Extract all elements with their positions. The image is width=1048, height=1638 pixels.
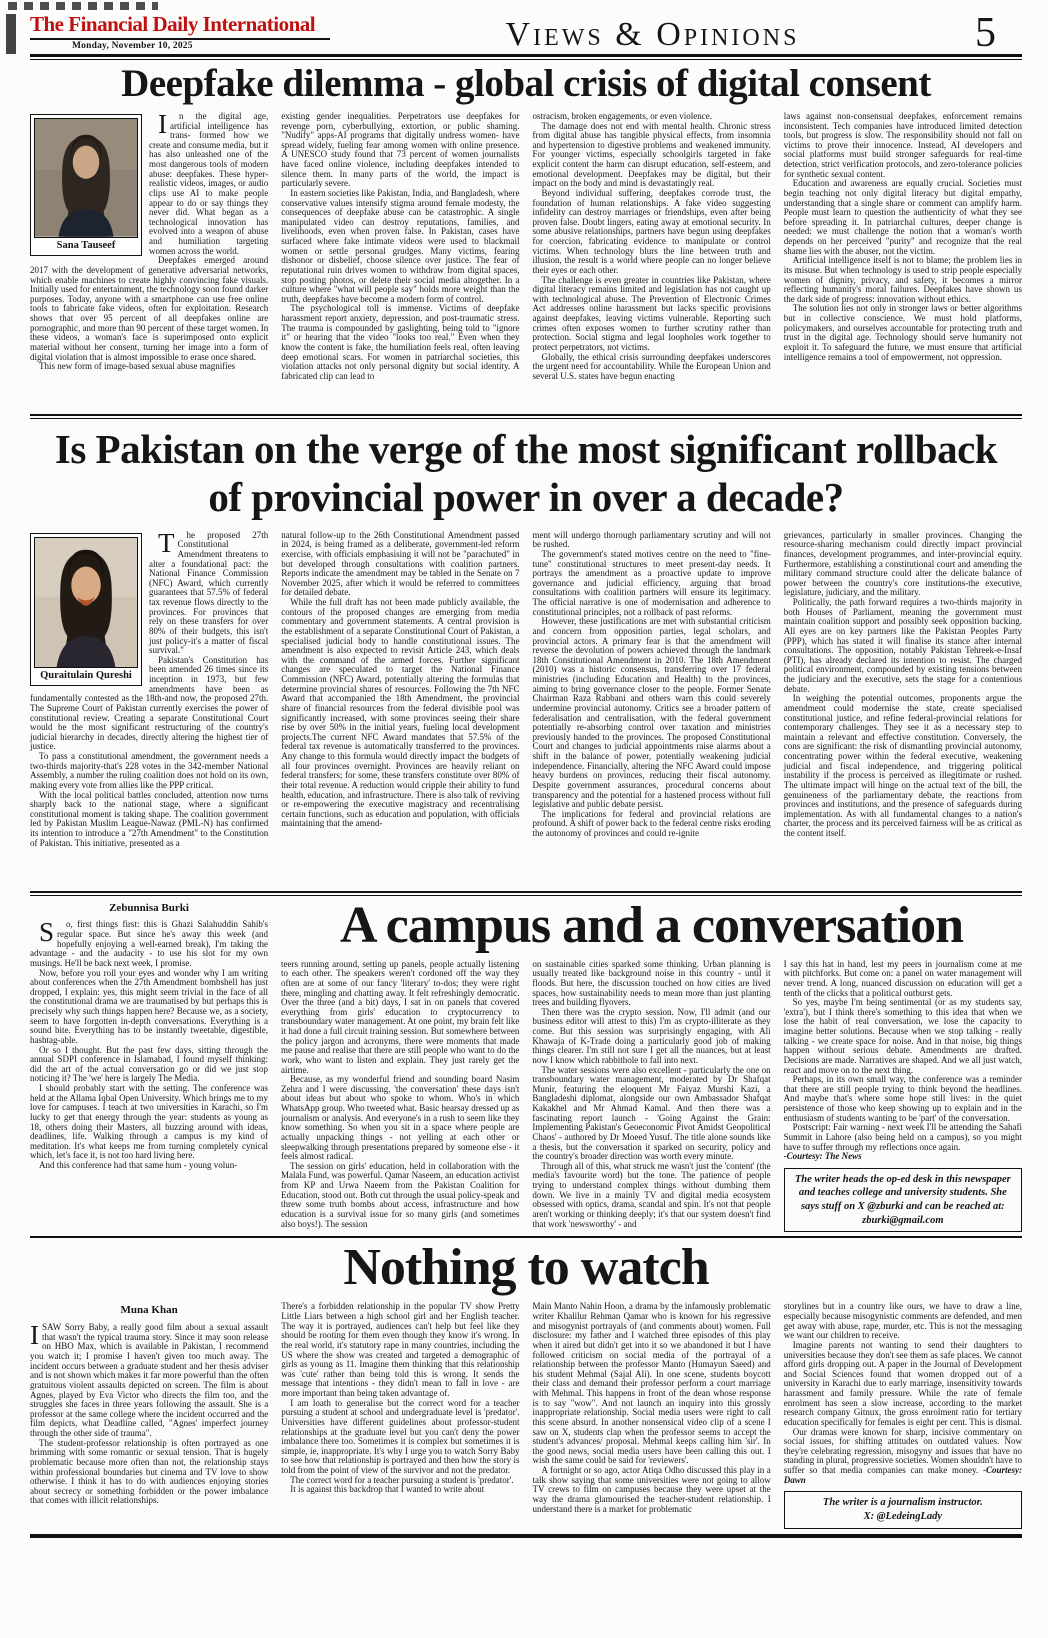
issue-date: Monday, November 10, 2025 bbox=[72, 41, 193, 51]
page-number: 5 bbox=[974, 10, 996, 57]
column-2 bbox=[281, 960, 519, 1233]
body-paragraph: The damage does not end with mental health. Chronic stress from digital abuse has tangible physical effects, from insomnia and hypertension to digestive problems and weakened immunity. For younger victims, especially schoolgirls targeted in fake explicit content the harm can disrupt education, self-esteem, and emotional development. Deepfakes may be digital, but their impact on the body and mind is devastatingly real. bbox=[532, 120, 771, 189]
body-paragraph: The implications for federal and provincial relations are profound. A shift of power back to the federal centre risks eroding the autonomy of provinces and could re-ignite bbox=[532, 808, 771, 839]
courtesy-credit: -Courtesy: Dawn bbox=[783, 1465, 1022, 1485]
header-divider bbox=[30, 54, 1022, 60]
column-4 bbox=[784, 1302, 1022, 1528]
body-paragraph: While the full draft has not been made publicly available, the contours of the proposed changes are emerging from media commentary and government statements. A central provision is the establishment of a separate Constitutional Court of Pakistan, a specialised judicial body to handle constitutional issues. The amendment is also expected to revisit Article 243, which deals with the command of the armed forces. Further significant changes are speculated to target the National Finance Commission (NFC) Award, potentially altering the formulas that determine provincial shares of resources. Following the 7th NFC Award that accompanied the 18th Amendment, the provincial share of financial resources from the federal divisible pool was significantly increased, with some provinces seeing their share rise by over 50% in the initial years, fueling local development projects.The current NFC Award mandates that 57.5% of the federal tax revenue is automatically transferred to the provinces. Any change to this formula would directly impact the budgets of all four provinces overnight. Provinces are heavily reliant on federal transfers; for some, these transfers constitute over 80% of their total revenue. A reduction would cripple their ability to fund health, education, and infrastructure. There is also talk of reviving or re-empowering the executive magistracy and recentralising certain functions, such as education and population, with officials maintaining that the amend- bbox=[281, 597, 520, 829]
body-paragraph: Artificial intelligence itself is not to blame; the problem lies in its misuse. But when technology is used to strip people especially women of dignity, privacy, and safety, it becomes a mirror reflecting humanity's moral failures. Deepfakes have shown us the dark side of progress: innovation without ethics. bbox=[783, 255, 1022, 304]
author-photo bbox=[34, 118, 138, 238]
author-photo bbox=[34, 537, 138, 668]
author-byline: Muna Khan bbox=[120, 1304, 178, 1317]
body-paragraph: To pass a constitutional amendment, the government needs a two-thirds majority-that's 228 votes in the 342-member National Assembly, a number the ruling coalition does not hold on its own, making every vote from allies like the PPP critical. bbox=[30, 751, 269, 790]
body-paragraph: Perhaps, in its own small way, the conference was a reminder that there are still people trying to think beyond the headlines. And maybe that's where some hope still lives: in the quiet persistence of those who keep showing up to explain and in the enthusiasm of students wanting to be 'part' of the conversation. bbox=[783, 1074, 1022, 1123]
author-photo-box bbox=[30, 533, 142, 687]
body-paragraph: There's a forbidden relationship in the popular TV show Pretty Little Liars between a high school girl and her English teacher. The way it is portrayed, audiences can't help but feel like they should be rooting for them even though they know it's wrong. In the real world, it's statutory rape in many countries, including the US where the show was created and targeted a demographic of girls as young as 11. Imagine them thinking that this relationship was 'cute' rather than being told this is wrong. It sends the message that intentions - they didn't mean to fall in love - are more important than being taken advantage of. bbox=[281, 1301, 520, 1398]
masthead bbox=[30, 14, 360, 51]
body-paragraph: Imagine parents not wanting to send their daughters to universities because they don't see them as safe places. We cannot afford girls dropping out. A paper in the Journal of Development and Social Sciences found that women dropped out of a university in Karachi due to early marriage, insensitivity towards harassment and family pressure. While the rate of female enrolment has seen a slow increase, according to the market research company Gitnux, the gross enrolment ratio for tertiary education specifically for females is eight per cent. This is dismal. bbox=[783, 1339, 1023, 1427]
body-paragraph: ostracism, broken engagements, or even violence. bbox=[532, 110, 712, 121]
article-divider bbox=[30, 1236, 1022, 1238]
column-2 bbox=[281, 112, 519, 410]
courtesy-credit: -Courtesy: The News bbox=[783, 1151, 862, 1162]
body-paragraph: The challenge is even greater in countries like Pakistan, where digital literacy remains limited and legislation has not caught up with technological abuse. The Prevention of Electronic Crimes Act addresses online harassment but lacks specific provisions against deepfakes, leaving victims vulnerable. Reporting such crimes often exposes women to further scrutiny rather than protection. Social stigma and legal loopholes work together to protect perpetrators, not victims. bbox=[532, 274, 771, 352]
paper-title: The Financial Daily International bbox=[30, 12, 316, 36]
column-4 bbox=[784, 960, 1022, 1233]
body-paragraph: I am loath to generalise but the correct word for a teacher pursuing a student at school and undergraduate level is 'predator'. Universities have different guidelines about professor-student relationships at the graduate level but you can't deny the power imbalance there too. Sometimes it is complex but sometimes it is simple, ie, inappropriate. It's why I urge you to watch Sorry Baby to see how that relationship is portrayed and then how the story is told from the point of view of the survivor and not the predator. bbox=[281, 1397, 520, 1475]
body-paragraph: So yes, maybe I'm being sentimental (or as my students say, 'extra'), but I think there's something to this idea that when we lose the habit of real conversation, we lose the capacity to imagine better solutions. Because when we stop talking - really talking - we create space for noise. And in that noise, big things happen without serious debate. Amendments are drafted. Decisions are made. Narratives are shaped. And we all just watch, react and move on to the next thing. bbox=[783, 997, 1022, 1075]
body-paragraph: Pakistan's Constitution has been amended 26 times since its inception in 1973, but few amendments have been as fundamentally contested as the 18th-and now, the proposed 27th. The Supreme Court of Pakistan currently exercises the power of constitutional review. Creating a separate Constitutional Court would be the most significant restructuring of the country's judicial hierarchy in decades, directly altering the highest tier of justice. bbox=[30, 654, 269, 752]
article-columns bbox=[30, 108, 1022, 410]
body-paragraph: Through all of this, what struck me wasn't just the 'content' (the media's favourite word) but the tone. The patience of people trying to understand complex things without dumbing them down. We live in a mainly TV and digital media ecosystem obsessed with optics, drama, scandal and spin. It's not that people aren't working or thinking deeply; it's that our system doesn't find that work 'newsworthy' - and bbox=[532, 1160, 771, 1229]
author-photo-box bbox=[30, 114, 142, 256]
body-paragraph: ISAW Sorry Baby, a really good film about a sexual assault that wasn't the typical trauma story. Since it may soon release on HBO Max, which is available in Pakistan, I recommend you watch it; I promise I haven't given too much away. The incident occurs between a graduate student and her thesis adviser and is not shown which makes it far more powerful than the often gratuitous violent assaults depicted on screen. The film is about Agnes, played by Eva Victor who directs the film too, and the struggles she faces in three years following the assault. She is a professor at the same college where the incident occurred and the film depicts, what Deadline called, "Agnes' imperfect journey through the other side of trauma". bbox=[30, 1320, 269, 1439]
scan-artifact bbox=[8, 2, 158, 10]
body-paragraph: And this conference had that same hum - young volun- bbox=[39, 1160, 238, 1171]
column-3 bbox=[532, 960, 770, 1233]
column-3 bbox=[533, 1302, 771, 1528]
body-paragraph: teers running around, setting up panels, people actually listening to each other. The speakers weren't cordoned off the way they often are at some of our fancy 'literary' to-dos; they were right there, mingling and chatting away. It felt refreshingly democratic. Over the three (and a bit) days, I sat in on panels that covered everything from girls' education to cryptocurrency to transboundary water management. At one point, my brain felt like it had done a full circuit training session. But somewhere between the policy jargon and acronyms, there were moments that made me pause and realise that there are still people who want to do the work, who want to listen and explain. They just rarely get the airtime. bbox=[281, 958, 520, 1075]
section-title: Views & Opinions bbox=[505, 16, 800, 54]
body-paragraph: grievances, particularly in smaller provinces. Changing the resource-sharing mechanism could directly impact provincial finances, development programmes, and inter-provincial equity. Furthermore, establishing a constitutional court and amending the military command structure could alter the delicate balance of power between the country's core institutions-the executive, legislature, judiciary, and the military. bbox=[783, 529, 1022, 598]
body-paragraph: natural follow-up to the 26th Constitutional Amendment passed in 2024, is being framed as a deliberate, government-led reform exercise, with officials emphasising it will not be "parachuted" in but developed through consultations with coalition partners. Reports indicate the amendment may be tabled in the Senate on 7 November 2025, after which it would be referred to committees for detailed debate. bbox=[281, 529, 520, 598]
body-paragraph: storylines but in a country like ours, we have to draw a line, especially because misogynistic comments are defended, and men get away with abuse, rape, murder, etc. This is not the messaging we want our children to receive. bbox=[783, 1301, 1022, 1341]
scan-artifact bbox=[6, 14, 16, 54]
body-paragraph: The government's stated motives centre on the need to "fine-tune" constitutional structures to meet present-day needs. It portrays the amendment as a proactive update to improve governance and judicial efficiency, arguing that broad consultations with coalition partners will ensure its legitimacy. The official narrative is one of modernisation and adherence to constitutional principles, not a rollback of past reforms. bbox=[532, 548, 771, 617]
body-paragraph: existing gender inequalities. Perpetrators use deepfakes for revenge porn, cyberbullying, extortion, or public shaming. "Nudify" apps-AI programs that digitally undress women- have spread widely, fueling fear among women with online presence. A UNESCO study found that 73 percent of women journalists have faced online violence, including deepfakes intended to silence them. In many parts of the world, the impact is particularly severe. bbox=[281, 110, 520, 189]
column-1 bbox=[30, 1302, 268, 1528]
body-paragraph: Our dramas were known for sharp, incisive commentary on social issues, for shifting attitudes on outdated values. Now they're celebrating regression, misogyny and issues that have no standing in plural, progressive societies. Women shouldn't have to suffer so that media companies can make money. -Courtesy: Dawn bbox=[783, 1426, 1022, 1485]
article-headline-and-columns bbox=[281, 896, 1022, 1233]
column-3 bbox=[533, 112, 771, 410]
author-name: Quraitulain Qureshi bbox=[40, 670, 132, 682]
body-paragraph: S o, first things first: this is Ghazi Salahuddin Sahib's regular space. But since he's away this week (and hopefully enjoying a well-earned break), I'm taking the advantage - and the audacity - to use his slot for my own musings. He'll be back next week, I promise. bbox=[30, 917, 268, 968]
body-paragraph: Education and awareness are equally crucial. Societies must begin teaching not only digital literacy but digital empathy, understanding that a single share or comment can amplify harm. People must learn to question the authenticity of what they see before spreading it. In patriarchal cultures, deeper change is needed: we must challenge the notion that a woman's worth depends on her perceived "purity" and recognize that the real shame lies with the abuser, not the victim. bbox=[783, 178, 1022, 256]
column-3 bbox=[533, 531, 771, 887]
body-paragraph: The water sessions were also excellent - particularly the one on transboundary water management, moderated by Dr Shafqat Munir, featuring the eloquent Mr Faiyaz Murshi Kazi, a Bangladeshi diplomat, alongside our own Ambassador Shafqat Kakakhel and Mr Ahmad Kamal. And then there was a fascinating report launch - 'Going Against the Grain: Implementing Pakistan's Geoeconomic Pivot Amidst Geopolitical Chaos' - authored by Dr Moeed Yusuf. The title alone sounds like a thesis, but the conversation it sparked on security, policy and the country's broader direction was worth every minute. bbox=[532, 1064, 771, 1162]
body-paragraph: Globally, the ethical crisis surrounding deepfakes underscores the urgent need for accountability. While the European Union and several U.S. states have begun enacting bbox=[532, 351, 771, 381]
body-paragraph: Now, before you roll your eyes and wonder why I am writing about conferences when the 27th Amendment bombshell has just dropped, I explain: yes, this might seem trivial in the face of all the constitutional drama we are traumatised by but perhaps this is precisely why such things happen here? Because we, as a society, seem to have forgotten in-depth conversations. Everything is a sound bite. Everything has to be instantly tweetable, digestible, hashtag-able. bbox=[30, 967, 268, 1045]
article-campus-conversation bbox=[30, 896, 1022, 1233]
body-paragraph: A fortnight or so ago, actor Atiqa Odho discussed this play in a talk show saying that some universities were not going to allow TV crews to film on campuses because they were upset at the way the drama glamourised the teacher-student relationship. I understand there is a market for problematic bbox=[532, 1465, 771, 1514]
writer-bio-box: The writer heads the op-ed desk in this newspaper and teaches college and university students. She says stuff on X @zburki and can be reached at: zburki@gmail.com bbox=[784, 1168, 1022, 1233]
writer-bio-line: X: @LedeingLady bbox=[863, 1510, 943, 1522]
column-4 bbox=[784, 112, 1022, 410]
body-paragraph: I should probably start with the setting. The conference was held at the Allama Iqbal Open University. Which brings me to my love for campuses. I teach at two universities in Karachi, so I'm lucky to get that energy through the year: students as young as 18, others doing their Masters, all buzzing around with ideas, deadlines, life. Walking through a campus is my kind of meditation. It's what keeps me from turning completely cynical which, let's face it, is not too hard living here. bbox=[30, 1083, 268, 1161]
body-paragraph: I say this hat in hand, lest my peers in journalism come at me with pitchforks. But come on: a panel on water management will never trend. A long, nuanced discussion on education will get a tenth of the clicks that a political outburst gets. bbox=[783, 958, 1022, 998]
page-header bbox=[30, 4, 1022, 57]
column-2 bbox=[281, 531, 519, 887]
body-paragraph: Politically, the path forward requires a two-thirds majority in both Houses of Parliament, meaning the government must maintain coalition support and possibly seek opposition backing. All eyes are on key partners like the Pakistan Peoples Party (PPP), which has stated it will finalise its stance after internal consultations. The opposition, notably Pakistan Tehreek-e-Insaf (PTI), has already declared its intention to resist. The charged political environment, compounded by existing tensions between the judiciary and the executive, sets the stage for a contentious debate. bbox=[783, 597, 1022, 694]
drop-cap: I bbox=[158, 108, 167, 139]
body-paragraph: This new form of image-based sexual abuse magnifies bbox=[39, 361, 236, 372]
drop-cap: T bbox=[158, 527, 175, 558]
body-paragraph: However, these justifications are met with substantial criticism and concern from opposition parties, legal scholars, and provincial actors. A primary fear is that the amendment will reverse the devolution of powers achieved through the landmark 18th Constitutional Amendment in 2010. The 18th Amendment (2010) was a historic consensus, transferring over 17 federal ministries (including Education and Health) to the provinces, aiming to bring governance closer to the people. Former Senate Chairman Raza Rabbani and others warn this could severely undermine provincial autonomy. Critics see a broader pattern of federalisation and centralisation, with the federal government potentially re-absorbing control over taxation and ministries previously handed to the provinces. The proposed Constitutional Court and changes to judicial appointments raise alarms about a shift in the balance of power, potentially weakening judicial independence. Financially, altering the NFC Award could impose heavy burdens on provinces, reducing their fiscal autonomy. Despite government assurances, procedural concerns about transparency and the potential for a hastened process without full legislative and public debate persist. bbox=[532, 616, 771, 810]
article-nothing-to-watch bbox=[30, 1239, 1023, 1528]
body-paragraph: laws against non-consensual deepfakes, enforcement remains inconsistent. Tech companies have introduced limited detection tools, but progress is slow. The responsibility should not fall on victims to prove their innocence. Instead, AI developers and social platforms must build stronger safeguards for real-time detection, strict verification protocols, and zero-tolerance policies for synthetic sexual content. bbox=[783, 110, 1022, 179]
body-paragraph: Postscript: Fair warning - next week I'll be attending the Sahafi Summit in Lahore (also being held on a campus), so you might have to suffer through my reflections once again. bbox=[783, 1122, 1022, 1152]
column-1 bbox=[30, 900, 268, 1233]
body-paragraph: on sustainable cities sparked some thinking. Urban planning is usually treated like background noise in this country - until it floods. But here, the discussion touched on how cities are lived spaces, how sustainability needs to mean more than just planting trees and building flyovers. bbox=[532, 958, 771, 1008]
author-name: Sana Tauseef bbox=[56, 239, 116, 251]
body-paragraph: Deepfakes emerged around 2017 with the development of generative adversarial networks, which enable machines to create highly convincing fake visuals. Initially used for entertainment, the technology soon found darker purposes. Today, anyone with a smartphone can use free online tools to fabricate fake videos, often for exploitation. Research shows that over 95 percent of all deepfakes online are pornographic, and more than 90 percent of these target women. In these videos, a woman's face is superimposed onto explicit material without her consent, turning her image into a form of digital violation that is almost impossible to erase once shared. bbox=[30, 255, 269, 362]
masthead-rule bbox=[30, 38, 330, 51]
body-paragraph: The solution lies not only in stronger laws or better algorithms but in collective conscience. We must hold platforms, policymakers, and ourselves accountable for protecting truth and trust in the digital age. Technology should serve humanity not exploit it. To safeguard the future, we must ensure that artificial intelligence remains a tool of empowerment, not oppression. bbox=[783, 303, 1022, 362]
article-divider bbox=[30, 891, 1022, 896]
drop-cap: S bbox=[39, 917, 55, 948]
body-paragraph: Because, as my wonderful friend and sounding board Nasim Zehra and I were discussing, 'the conversation' these days isn't about ideas but about who spoke to whom. Who's in which WhatsApp group. Who tweeted what. Basic hearsay dressed up as journalism or analysis. And everyone's in a rush to seem like they know something. So when you sit in a space where people are actually unpacking things - not yelling at each other or sleepwalking through presentations prepared by someone else - it feels almost radical. bbox=[281, 1074, 520, 1162]
body-paragraph: The student-professor relationship is often portrayed as one brimming with some romantic or sexual tension. That is hugely problematic because more often than not, the relationship stays within professional boundaries but cinema and TV love to show otherwise. I think it has to do with audiences enjoying stories about secrecy or something forbidden or the power imbalance that comes with illicit relationships. bbox=[30, 1437, 269, 1506]
writer-bio-box bbox=[784, 1491, 1022, 1528]
body-paragraph: Main Manto Nahin Hoon, a drama by the infamously problematic writer Khalilur Rehman Qamar who is known for his regressive and misogynist portrayals of (and comments about) women. Full disclosure: my father and I watched three episodes of this play when it aired but didn't get into it so we abandoned it but I have followed criticism on social media of the portrayal of a relationship between the professor Manto (Humayun Saeed) and his student Mehmal (Sajal Ali). In one scene, students boycott their class and demand their professor perform a court marriage with Mehmal. This happens in front of the dean whose response is to say "wow". And not launch an inquiry into this grossly inappropriate relationship. Social media users were right to call this scene absurd. In another nonsensical video clip of a scene I saw on X, students clap when the professor seems to accept the student's advances/ proposal. Mehmal keeps calling him 'sir'. In the good news, social media users have been calling this out. I wish the same could be said for 'reviewers'. bbox=[532, 1301, 771, 1466]
body-paragraph: T he proposed 27th Constitutional Amendment threatens to alter a foundational pact: the National Finance Commission (NFC) Award, which currently guarantees that 57.5% of federal tax revenue flows directly to the provinces. For provinces that rely on these transfers for over 80% of their budgets, this isn't just policy-it's a matter of fiscal survival." bbox=[149, 527, 269, 656]
article-deepfake bbox=[30, 64, 1022, 410]
column-4 bbox=[784, 531, 1022, 887]
body-paragraph: The session on girls' education, held in collaboration with the Malala Fund, was powerful. Qamar Naseem, an education activist from KP and Urwa Naeem from the Pakistan Coalition for Education, stood out. Both cut through the usual policy-speak and threw some truth bombs about access, infrastructure and how education is a survival issue for so many girls (and sometimes also boys!). The session bbox=[281, 1160, 520, 1229]
body-paragraph: In eastern societies like Pakistan, India, and Bangladesh, where conservative values intensify stigma around female modesty, the consequences of deepfake abuse can be catastrophic. A single manipulated video can destroy reputations, families, and livelihoods, even when proven false. In Pakistan, cases have surfaced where fake intimate videos were used to blackmail women or settle personal grudges. Many victims, fearing dishonor or disbelief, choose silence over justice. The fear of reputational ruin drives women to withdraw from digital spaces, stop posting photos, or delete their social media altogether. In a culture where "what will people say" holds more weight than the truth, deepfakes have become a modern form of control. bbox=[281, 187, 520, 304]
article-columns bbox=[281, 960, 1022, 1233]
body-paragraph: The correct word for a teacher pursuing a student is 'predator'. bbox=[290, 1474, 514, 1485]
article-headline: Deepfake dilemma - global crisis of digital consent bbox=[121, 62, 931, 105]
article-columns bbox=[30, 527, 1022, 887]
author-byline: Zebunnisa Burki bbox=[109, 901, 189, 914]
body-paragraph: I n the digital age, artificial intelligence has trans- formed how we create and consume media, but it has also unleashed one of the most dangerous tools of modern abuse: deepfakes. These hyper-realistic videos, images, or audio clips use AI to make people appear to do or say things they never did. What began as a technological innovation has evolved into a weapon of abuse and humiliation targeting women across the world. bbox=[149, 108, 269, 256]
article-provincial-power bbox=[30, 425, 1022, 887]
body-paragraph: Or so I thought. But the past few days, sitting through the annual SDPI conference in Islamabad, I found myself thinking: did the art of the actual conversation go or did we just stop noticing it? The 'we' here is largely The Media. bbox=[30, 1044, 268, 1084]
article-columns bbox=[30, 1302, 1022, 1528]
article-headline: Nothing to watch bbox=[343, 1239, 709, 1297]
article-divider bbox=[30, 414, 1022, 419]
body-paragraph: With the local political battles concluded, attention now turns sharply back to the national stage, where a significant constitutional moment is taking shape. The coalition government led by Pakistan Muslim League-Nawaz (PML-N) has confirmed its intention to introduce a "27th Amendment" to the Constitution of Pakistan. This initiative, presented as a bbox=[30, 789, 269, 848]
writer-bio-line: The writer is a journalism instructor. bbox=[822, 1497, 983, 1509]
column-2 bbox=[281, 1302, 519, 1528]
article-headline: A campus and a conversation bbox=[339, 896, 964, 954]
body-paragraph: Then there was the crypto session. Now, I'll admit (and our business editor will attest to this) I'm as crypto-illiterate as they come. But this session was surprisingly engaging, with Ali Khawaja of K-Trade doing a particularly good job of making things clearer. I'm still not sure I get all the nuances, but at least now I know which rabbithole to fall into next. bbox=[532, 1006, 771, 1065]
drop-cap: I bbox=[30, 1320, 39, 1351]
body-paragraph: Beyond individual suffering, deepfakes corrode trust, the foundation of human relationships. A fake video suggesting infidelity can destroy marriages or friendships, even after being proven false. Doubt lingers, eating away at emotional security. In some abusive relationships, partners have begun using deepfakes for coercion, fabricating evidence to manipulate or control victims. When technology blurs the line between truth and illusion, the result is a world where people can no longer believe their eyes or each other. bbox=[532, 187, 771, 275]
body-paragraph: In weighing the potential outcomes, proponents argue the amendment could modernise the state, create specialised constitutional justice, and refine federal-provincial relations for contemporary challenges. They see it as a necessary step to maintain a relevant and effective constitution. Conversely, the cons are significant: the risk of dismantling provincial autonomy, concentrating power within the federal executive, weakening judicial and fiscal independence, and triggering political instability if the process is perceived as illegitimate or rushed. The ultimate impact will hinge on the actual text of the bill, the genuineness of the parliamentary debate, the reactions from provinces and institutions, and the presence of safeguards during implementation. As with all fundamental changes to a nation's charter, the process and its perceived fairness will be as critical as the content itself. bbox=[783, 693, 1022, 839]
body-paragraph: ment will undergo thorough parliamentary scrutiny and will not be rushed. bbox=[532, 529, 771, 550]
page-footer-rule bbox=[30, 1534, 1022, 1538]
body-paragraph: The psychological toll is immense. Victims of deepfake harassment report anxiety, depression, and post-traumatic stress. The trauma is compounded by gaslighting, being told to "ignore it" or hearing that the video "looks too real." Even when they know the content is fake, the humiliation feels real, often leaving deep emotional scars. For women in patriarchal societies, this violation attacks not only personal dignity but social identity. A fabricated clip can lead to bbox=[281, 303, 520, 381]
column-1 bbox=[30, 108, 269, 410]
body-paragraph: It is against this backdrop that I wanted to write about bbox=[290, 1484, 485, 1495]
article-headline: Is Pakistan on the verge of the most significant rollback of provincial power in over a decade? bbox=[54, 425, 998, 521]
column-1 bbox=[30, 527, 269, 887]
